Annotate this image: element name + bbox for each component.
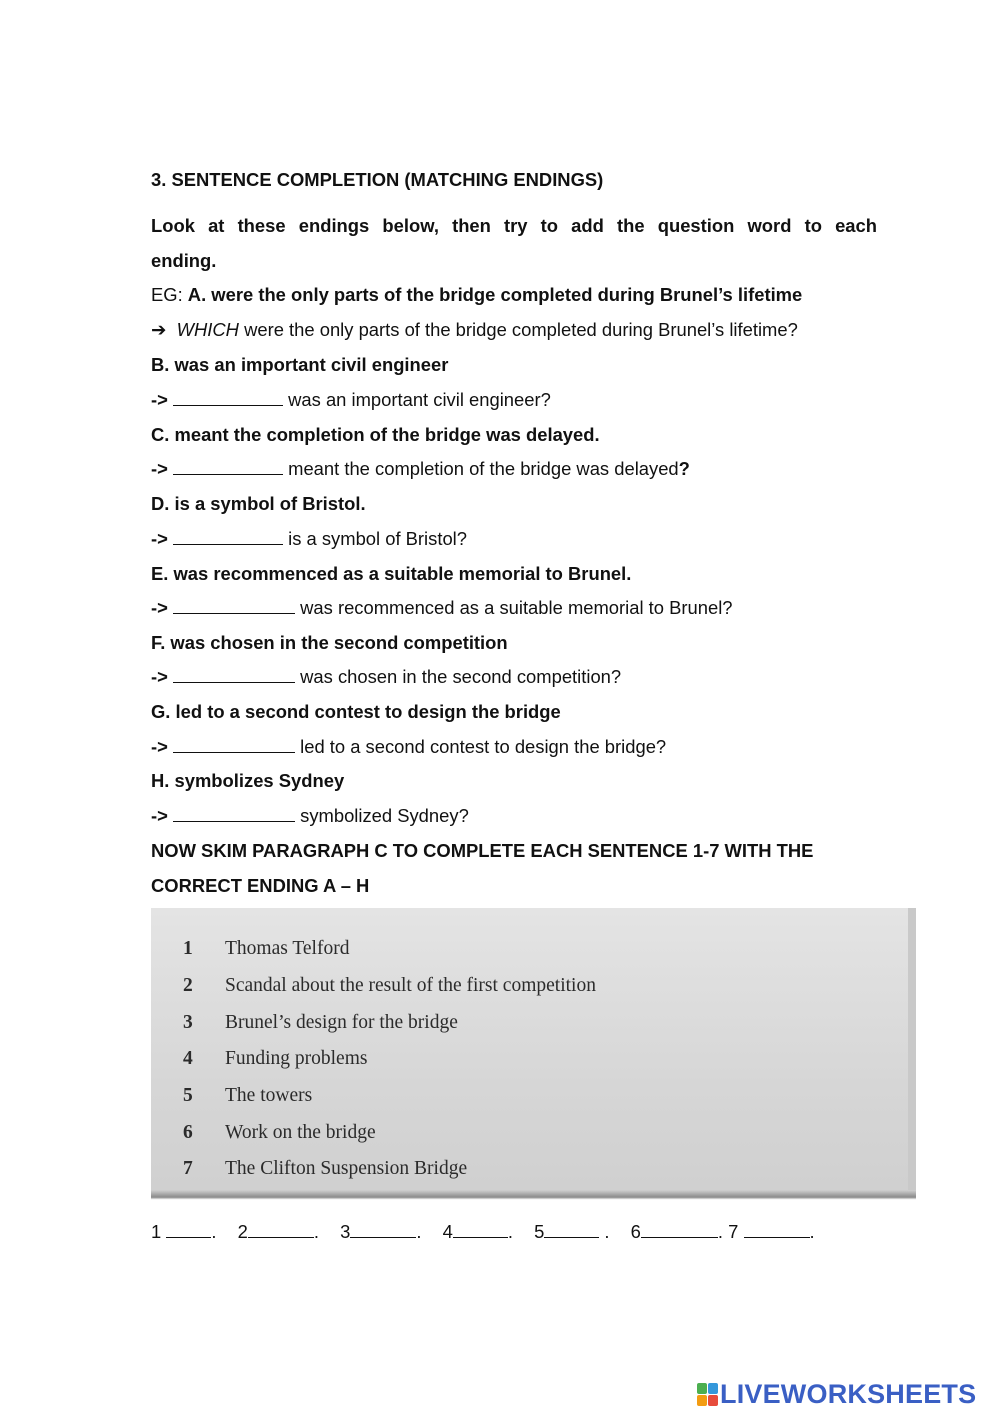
item-number: 5 [183, 1085, 193, 1106]
item-number: 6 [183, 1122, 193, 1143]
item-number: 3 [183, 1012, 193, 1033]
answer-blank-f[interactable] [173, 666, 295, 683]
answer-blank-4[interactable] [453, 1221, 508, 1238]
logo-grid-icon [697, 1383, 717, 1405]
answer-end: . [416, 1221, 422, 1242]
item-text: Brunel’s design for the bridge [225, 1012, 458, 1033]
item-text: Thomas Telford [225, 938, 350, 959]
answer-end: . [717, 1221, 724, 1242]
question-g [151, 736, 877, 758]
answer-end: . [809, 1221, 815, 1242]
answer-blank-1[interactable] [166, 1221, 211, 1238]
answer-label: 6 [630, 1221, 641, 1242]
item-number: 1 [183, 938, 193, 959]
answer-label: 1 [151, 1221, 162, 1242]
item-number: 2 [183, 975, 193, 996]
question-text: symbolized Sydney? [300, 805, 469, 826]
item-number: 4 [183, 1048, 193, 1069]
instruction-line-2: ending. [151, 250, 217, 271]
ending-h: H. symbolizes Sydney [151, 770, 345, 791]
ending-d: D. is a symbol of Bristol. [151, 493, 366, 514]
answer-blank-e[interactable] [173, 597, 295, 614]
torn-edge [151, 1190, 916, 1206]
liveworksheets-logo [697, 1378, 976, 1410]
arrow-text: -> [151, 666, 168, 687]
answer-blank-7[interactable] [744, 1221, 810, 1238]
item-text: Scandal about the result of the first competition [225, 975, 596, 996]
ending-g: G. led to a second contest to design the bridge [151, 701, 561, 722]
arrow-text: -> [151, 805, 168, 826]
question-mark: ? [678, 458, 690, 479]
question-f [151, 666, 877, 688]
ending-c: C. meant the completion of the bridge was delayed. [151, 424, 600, 445]
answer-blank-5[interactable] [544, 1221, 599, 1238]
answer-end: . [507, 1221, 513, 1242]
arrow-text: -> [151, 458, 168, 479]
ending-e: E. was recommenced as a suitable memorial to Brunel. [151, 563, 632, 584]
question-text: is a symbol of Bristol? [288, 528, 467, 549]
question-text: was an important civil engineer? [288, 389, 551, 410]
answer-blank-b[interactable] [173, 389, 283, 406]
arrow-text: -> [151, 528, 168, 549]
answer-blank-6[interactable] [641, 1221, 718, 1238]
example-text: A. were the only parts of the bridge completed during Brunel’s lifetime [187, 284, 803, 305]
example-answer [151, 319, 877, 341]
task-line-2: CORRECT ENDING A – H [151, 875, 370, 896]
answer-label: 2 [237, 1221, 248, 1242]
answer-blank-h[interactable] [173, 805, 295, 822]
item-text: The towers [225, 1085, 313, 1106]
question-text: was chosen in the second competition? [300, 666, 622, 687]
scan-edge [908, 908, 916, 1206]
question-e [151, 597, 877, 619]
item-number: 7 [183, 1158, 193, 1179]
item-text: Work on the bridge [225, 1122, 376, 1143]
answer-label: 7 [728, 1221, 739, 1242]
answer-label: 5 [534, 1221, 545, 1242]
arrow-icon: ➔ [151, 319, 167, 340]
ending-b: B. was an important civil engineer [151, 354, 449, 375]
question-b [151, 389, 877, 411]
answer-label: 4 [442, 1221, 453, 1242]
arrow-text: -> [151, 389, 168, 410]
question-h [151, 805, 877, 827]
example-wh-word: WHICH [176, 319, 239, 340]
question-text: meant the completion of the bridge was delayed [288, 458, 679, 479]
arrow-text: -> [151, 736, 168, 757]
answer-label: 3 [340, 1221, 351, 1242]
answer-blank-c[interactable] [173, 458, 283, 475]
section-title: 3. SENTENCE COMPLETION (MATCHING ENDINGS) [151, 169, 604, 190]
answer-end: . [313, 1221, 319, 1242]
question-d [151, 528, 877, 550]
ending-f: F. was chosen in the second competition [151, 632, 508, 653]
instruction-line-1: Look at these endings below, then try to add the question word to each [151, 215, 877, 236]
example-line [151, 284, 877, 306]
item-text: The Clifton Suspension Bridge [225, 1158, 468, 1179]
answer-blank-g[interactable] [173, 736, 295, 753]
answer-blank-3[interactable] [350, 1221, 416, 1238]
answer-end: . [211, 1221, 217, 1242]
answer-blank-d[interactable] [173, 528, 283, 545]
task-line-1: NOW SKIM PARAGRAPH C TO COMPLETE EACH SENTENCE 1-7 WITH THE [151, 840, 814, 861]
logo-text: LIVEWORKSHEETS [720, 1378, 977, 1409]
item-text: Funding problems [225, 1048, 368, 1069]
answer-blank-2[interactable] [248, 1221, 314, 1238]
question-c [151, 458, 877, 480]
question-text: led to a second contest to design the bridge? [300, 736, 667, 757]
question-text: was recommenced as a suitable memorial to Brunel? [300, 597, 733, 618]
scanned-excerpt-image [151, 908, 916, 1206]
example-rest: were the only parts of the bridge completed during Brunel’s lifetime? [238, 319, 798, 340]
example-prefix: EG: [151, 284, 188, 305]
arrow-text: -> [151, 597, 168, 618]
answer-end: . [599, 1221, 610, 1242]
answer-row [151, 1221, 815, 1243]
